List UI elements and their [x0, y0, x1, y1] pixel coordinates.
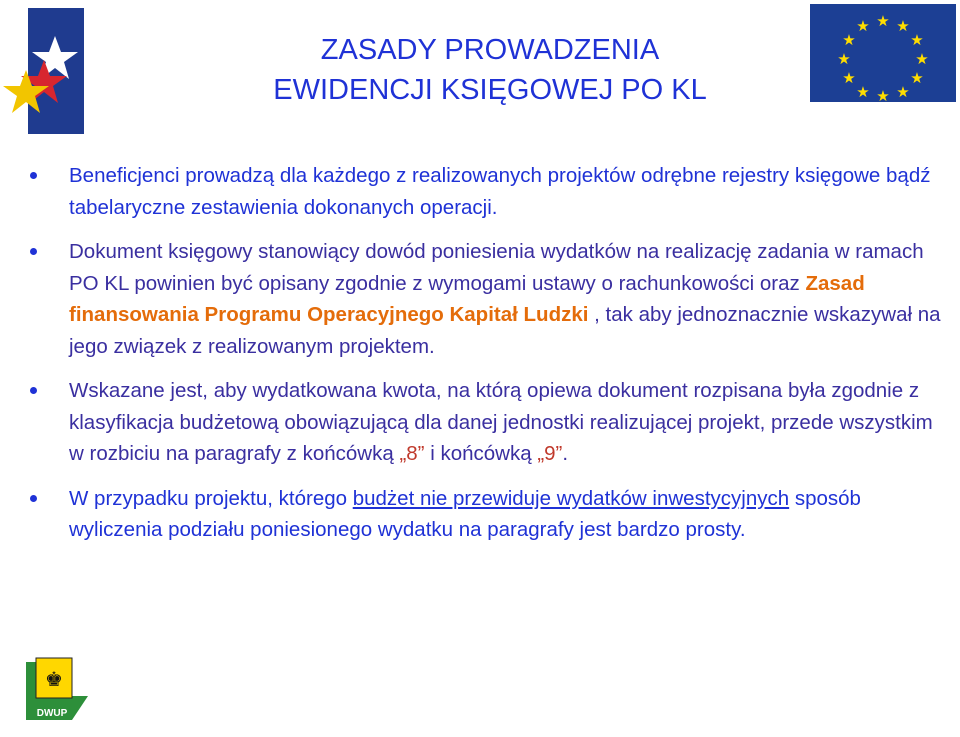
bullet-4-underlined: budżet nie przewiduje wydatków inwestycyjnych — [352, 486, 790, 510]
svg-text:★: ★ — [856, 17, 870, 35]
svg-text:★: ★ — [896, 17, 910, 35]
svg-text:★: ★ — [842, 31, 856, 49]
logo-blue-band — [28, 8, 84, 134]
bullet-dot — [30, 248, 37, 255]
bullet-3-text-end: . — [562, 442, 569, 465]
bullet-3-text-mid: i końcówką — [424, 442, 538, 465]
bullet-2-text-start: Dokument księgowy stanowiący dowód poniesienia wydatków na realizację zadania w ramach PO KL powinien być opisany zgodnie z wymogami ustawy o rachunkowości oraz — [69, 240, 924, 295]
svg-text:★: ★ — [910, 69, 924, 87]
svg-text:★: ★ — [915, 50, 929, 68]
title-line-1: ZASADY PROWADZENIA — [320, 34, 660, 66]
bullet-item-3 — [28, 375, 948, 470]
dwup-label: DWUP — [36, 708, 68, 719]
svg-text:★: ★ — [876, 12, 890, 30]
bullet-item-2 — [28, 236, 948, 362]
bullet-item-4 — [28, 483, 948, 546]
svg-text:★: ★ — [842, 69, 856, 87]
svg-text:★: ★ — [856, 83, 870, 101]
title-line-2: EWIDENCJI KSIĘGOWEJ PO KL — [273, 74, 707, 106]
eagle-icon: ♚ — [45, 667, 63, 691]
bullet-4-text-start: W przypadku projektu, którego — [69, 486, 353, 510]
svg-text:★: ★ — [876, 87, 890, 102]
bullet-3-number-8: „8” — [399, 442, 425, 465]
bullet-item-1 — [28, 160, 948, 223]
bullet-1-text: Beneficjenci prowadzą dla każdego z realizowanych projektów odrębne rejestry księgowe bądź tabelaryczne zestawienia dokonanych operacji. — [69, 164, 931, 219]
bullet-list — [28, 160, 948, 559]
svg-text:★: ★ — [837, 50, 851, 68]
bullet-3-number-9: „9” — [537, 442, 563, 465]
bullet-dot — [30, 387, 37, 394]
bullet-4-text-end: sposób wyliczenia podziału poniesionego wydatku na paragrafy jest bardzo prosty. — [69, 486, 861, 541]
bullet-3-text-start: Wskazane jest, aby wydatkowana kwota, na którą opiewa dokument rozpisana była zgodnie z klasyfikacja budżetową obowiązującą dla danej jednostki realizującej projekt, przede wszystkim w rozbiciu na paragrafy z końcówką — [69, 379, 933, 465]
bullet-2-text-end: , tak aby jednoznacznie wskazywał na jego związek z realizowanym projektem. — [69, 303, 941, 358]
kapital-ludzki-logo — [0, 0, 90, 140]
bullet-2-highlight: Zasad finansowania Programu Operacyjnego Kapitał Ludzki — [69, 271, 865, 326]
bullet-dot — [30, 172, 37, 179]
svg-text:★: ★ — [896, 83, 910, 101]
eu-flag — [810, 4, 956, 102]
eu-stars — [810, 4, 956, 102]
slide-title — [200, 30, 780, 110]
bullet-dot — [30, 495, 37, 502]
svg-text:★: ★ — [910, 31, 924, 49]
dwup-logo — [22, 656, 92, 726]
